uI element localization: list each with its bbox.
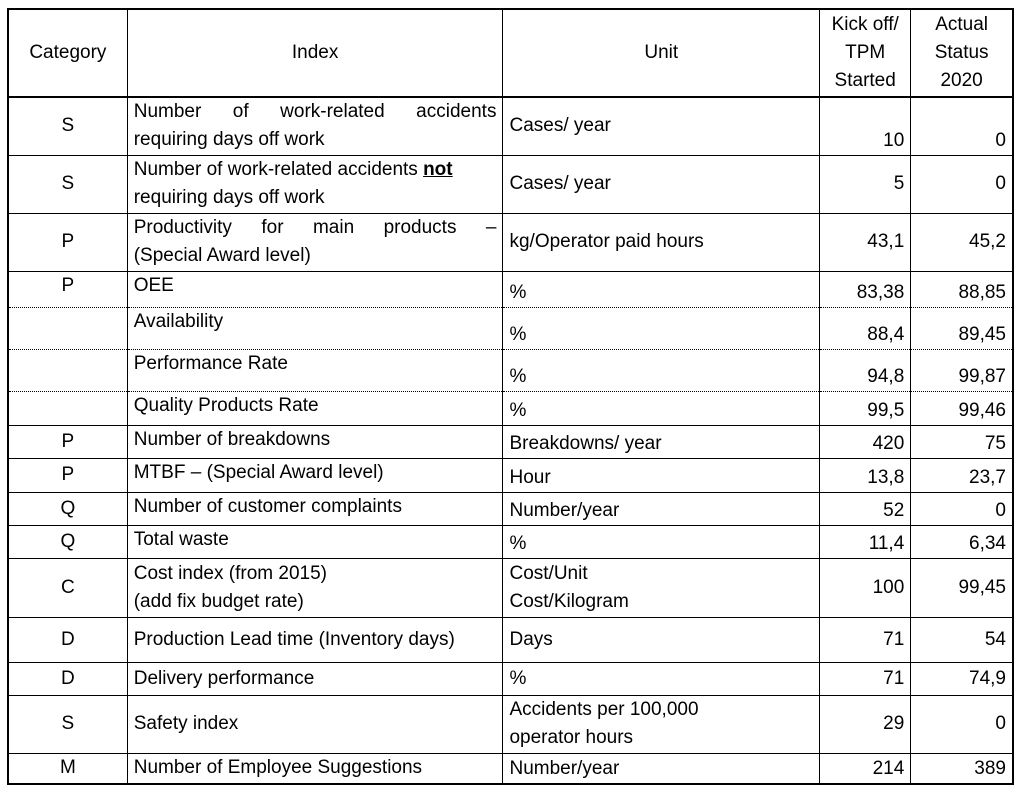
cell-unit-line: Cost/Kilogram bbox=[509, 590, 629, 612]
cell-kickoff: 43,1 bbox=[820, 213, 911, 271]
cell-unit-line: Accidents per 100,000 bbox=[509, 699, 699, 720]
cell-unit: Number/year bbox=[503, 753, 820, 784]
table-row bbox=[8, 213, 1013, 271]
cell-unit: % bbox=[503, 349, 820, 391]
header-category: Category bbox=[8, 9, 127, 97]
cell-kickoff: 71 bbox=[820, 617, 911, 662]
table-header bbox=[8, 9, 1013, 97]
cell-category: Q bbox=[8, 525, 127, 558]
cell-category: D bbox=[8, 617, 127, 662]
cell-category: S bbox=[8, 97, 127, 155]
table-row bbox=[8, 558, 1013, 617]
header-unit: Unit bbox=[503, 9, 820, 97]
cell-actual: 0 bbox=[911, 155, 1013, 213]
cell-index: OEE bbox=[127, 271, 503, 307]
table-row bbox=[8, 307, 1013, 349]
cell-index: Number of Employee Suggestions bbox=[127, 753, 503, 784]
cell-kickoff: 11,4 bbox=[820, 525, 911, 558]
header-actual bbox=[911, 9, 1013, 97]
cell-unit-line: Cost/Unit bbox=[509, 562, 588, 584]
cell-actual: 74,9 bbox=[911, 662, 1013, 695]
cell-index-emphasis: not bbox=[423, 158, 453, 180]
cell-category: P bbox=[8, 458, 127, 492]
cell-index: Number of customer complaints bbox=[127, 492, 503, 525]
header-actual-line: 2020 bbox=[940, 70, 983, 91]
cell-actual: 54 bbox=[911, 617, 1013, 662]
cell-index-line: Productivity for main products – bbox=[133, 216, 497, 238]
cell-actual: 89,45 bbox=[911, 307, 1013, 349]
cell-index: MTBF – (Special Award level) bbox=[127, 458, 503, 492]
table-row bbox=[8, 425, 1013, 458]
cell-category: M bbox=[8, 753, 127, 784]
cell-index bbox=[127, 155, 503, 213]
cell-category bbox=[8, 349, 127, 391]
cell-unit: % bbox=[503, 307, 820, 349]
table-row bbox=[8, 617, 1013, 662]
cell-unit: Number/year bbox=[503, 492, 820, 525]
cell-kickoff: 99,5 bbox=[820, 391, 911, 425]
cell-unit: % bbox=[503, 662, 820, 695]
cell-index-line: (add fix budget rate) bbox=[133, 590, 304, 612]
cell-kickoff: 5 bbox=[820, 155, 911, 213]
cell-unit: Cases/ year bbox=[503, 97, 820, 155]
cell-index: Availability bbox=[127, 307, 503, 349]
cell-unit: % bbox=[503, 391, 820, 425]
cell-unit-line: operator hours bbox=[509, 727, 634, 748]
table-row bbox=[8, 458, 1013, 492]
header-actual-line: Status bbox=[934, 42, 989, 63]
cell-index: Performance Rate bbox=[127, 349, 503, 391]
cell-category: P bbox=[8, 213, 127, 271]
cell-category: D bbox=[8, 662, 127, 695]
cell-actual: 0 bbox=[911, 695, 1013, 753]
cell-actual: 6,34 bbox=[911, 525, 1013, 558]
cell-index: Delivery performance bbox=[127, 662, 503, 695]
table-row bbox=[8, 492, 1013, 525]
cell-unit: Cases/ year bbox=[503, 155, 820, 213]
cell-kickoff: 71 bbox=[820, 662, 911, 695]
cell-kickoff: 13,8 bbox=[820, 458, 911, 492]
cell-index: Production Lead time (Inventory days) bbox=[127, 617, 503, 662]
cell-actual: 389 bbox=[911, 753, 1013, 784]
cell-actual: 0 bbox=[911, 97, 1013, 155]
cell-kickoff: 94,8 bbox=[820, 349, 911, 391]
cell-actual: 99,87 bbox=[911, 349, 1013, 391]
cell-actual: 45,2 bbox=[911, 213, 1013, 271]
header-kickoff bbox=[820, 9, 911, 97]
cell-unit: Hour bbox=[503, 458, 820, 492]
header-row bbox=[8, 9, 1013, 97]
cell-index-text: Number of work-related accidents bbox=[133, 158, 424, 180]
table-row bbox=[8, 349, 1013, 391]
table-row bbox=[8, 97, 1013, 155]
cell-actual: 75 bbox=[911, 425, 1013, 458]
table-row bbox=[8, 155, 1013, 213]
cell-index: Number of breakdowns bbox=[127, 425, 503, 458]
cell-actual: 99,45 bbox=[911, 558, 1013, 617]
table-body bbox=[8, 97, 1013, 784]
cell-unit: % bbox=[503, 525, 820, 558]
header-actual-line: Actual bbox=[935, 14, 989, 35]
cell-unit bbox=[503, 558, 820, 617]
cell-index-line: requiring days off work bbox=[133, 186, 325, 208]
kpi-table bbox=[7, 8, 1014, 785]
cell-kickoff: 52 bbox=[820, 492, 911, 525]
header-kickoff-line: Started bbox=[834, 70, 896, 91]
cell-unit bbox=[503, 695, 820, 753]
cell-unit: % bbox=[503, 271, 820, 307]
cell-category bbox=[8, 307, 127, 349]
table-row bbox=[8, 391, 1013, 425]
cell-index-line: (Special Award level) bbox=[133, 244, 311, 266]
cell-kickoff: 83,38 bbox=[820, 271, 911, 307]
cell-actual: 0 bbox=[911, 492, 1013, 525]
cell-index bbox=[127, 558, 503, 617]
cell-category bbox=[8, 391, 127, 425]
cell-index: Quality Products Rate bbox=[127, 391, 503, 425]
cell-category: P bbox=[8, 271, 127, 307]
cell-actual: 23,7 bbox=[911, 458, 1013, 492]
cell-actual: 99,46 bbox=[911, 391, 1013, 425]
cell-kickoff: 10 bbox=[820, 97, 911, 155]
cell-category: P bbox=[8, 425, 127, 458]
table-row bbox=[8, 662, 1013, 695]
cell-index bbox=[127, 97, 503, 155]
header-kickoff-line: TPM bbox=[845, 42, 886, 63]
cell-index bbox=[127, 213, 503, 271]
table-row bbox=[8, 695, 1013, 753]
header-kickoff-line: Kick off/ bbox=[831, 14, 899, 35]
table-row bbox=[8, 271, 1013, 307]
cell-category: S bbox=[8, 155, 127, 213]
cell-kickoff: 29 bbox=[820, 695, 911, 753]
cell-index-line: requiring days off work bbox=[133, 129, 325, 150]
cell-index-line: Cost index (from 2015) bbox=[133, 562, 327, 584]
cell-index: Total waste bbox=[127, 525, 503, 558]
cell-actual: 88,85 bbox=[911, 271, 1013, 307]
cell-unit: Breakdowns/ year bbox=[503, 425, 820, 458]
header-index: Index bbox=[127, 9, 503, 97]
cell-kickoff: 214 bbox=[820, 753, 911, 784]
table-row bbox=[8, 753, 1013, 784]
cell-index: Safety index bbox=[127, 695, 503, 753]
table-row bbox=[8, 525, 1013, 558]
cell-unit: Days bbox=[503, 617, 820, 662]
cell-index-line: Number of work-related accidents bbox=[133, 101, 497, 122]
cell-unit: kg/Operator paid hours bbox=[503, 213, 820, 271]
cell-index-line bbox=[134, 156, 497, 184]
cell-kickoff: 420 bbox=[820, 425, 911, 458]
cell-category: Q bbox=[8, 492, 127, 525]
cell-category: S bbox=[8, 695, 127, 753]
cell-category: C bbox=[8, 558, 127, 617]
cell-kickoff: 100 bbox=[820, 558, 911, 617]
cell-kickoff: 88,4 bbox=[820, 307, 911, 349]
